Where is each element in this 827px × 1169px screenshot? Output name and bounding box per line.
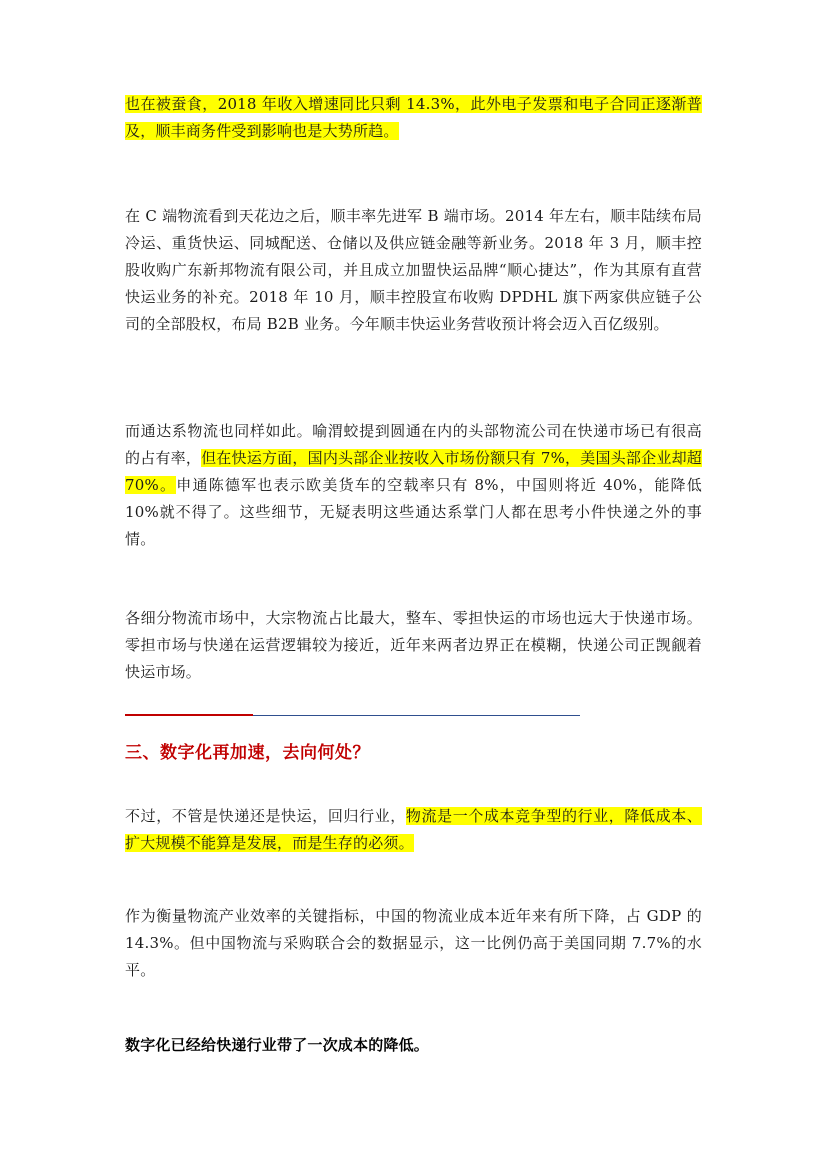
section-heading: 三、数字化再加速，去向何处？ [125,743,370,763]
bold-statement: 数字化已经给快递行业带了一次成本的降低。 [125,1036,430,1054]
paragraph-7 [125,1032,702,1059]
highlighted-text: 也在被蚕食，2018 年收入增速同比只剩 14.3%，此外电子发票和电子合同正逐渐普及，顺丰商务件受到影响也是大势所趋。 [125,95,702,140]
paragraph-text: 申通陈德军也表示欧美货车的空载率只有 8%，中国则将近 40%，能降低 10%就不得了。这些细节，无疑表明这些通达系掌门人都在思考小件快递之外的事情。 [125,476,702,548]
paragraph-6 [125,903,702,984]
paragraph-1 [125,91,702,145]
paragraph-text: 而通达系物流也同样如此。喻渭蛟提到圆通在内的头部物流公司在快递市场已有很高的占有率， [125,422,702,467]
paragraph-text: 在 C 端物流看到天花边之后，顺丰率先进军 B 端市场。2014 年左右，顺丰陆续布局冷运、重货快运、同城配送、仓储以及供应链金融等新业务。2018 年 3 月，顺丰控股收购广东新邦物流有限公司，并且成立加盟快运品牌“顺心捷达”，作为其原有直营快运业务的补充。2018 年 10 月，顺丰控股宣布收购 DPDHL 旗下两家供应链子公司的全部股权，布局 B2B 业务。今年顺丰快运业务营收预计将会迈入百亿级别。 [125,207,702,333]
paragraph-5 [125,803,702,857]
paragraph-text: 各细分物流市场中，大宗物流占比最大，整车、零担快运的市场也远大于快递市场。零担市场与快递在运营逻辑较为接近，近年来两者边界正在模糊，快递公司正觊觎着快运市场。 [125,609,702,681]
paragraph-3 [125,418,702,553]
paragraph-4 [125,605,702,686]
highlighted-text: 但在快运方面，国内头部企业按收入市场份额只有 7%，美国头部企业却超 70%。 [125,449,702,494]
paragraph-2 [125,203,702,338]
section-divider-accent [125,714,253,716]
paragraph-text: 作为衡量物流产业效率的关键指标，中国的物流业成本近年来有所下降，占 GDP 的 14.3%。但中国物流与采购联合会的数据显示，这一比例仍高于美国同期 7.7%的水平。 [125,907,702,979]
paragraph-text: 不过，不管是快递还是快运，回归行业， [125,807,406,825]
highlighted-text: 物流是一个成本竞争型的行业，降低成本、扩大规模不能算是发展，而是生存的必须。 [125,807,702,852]
